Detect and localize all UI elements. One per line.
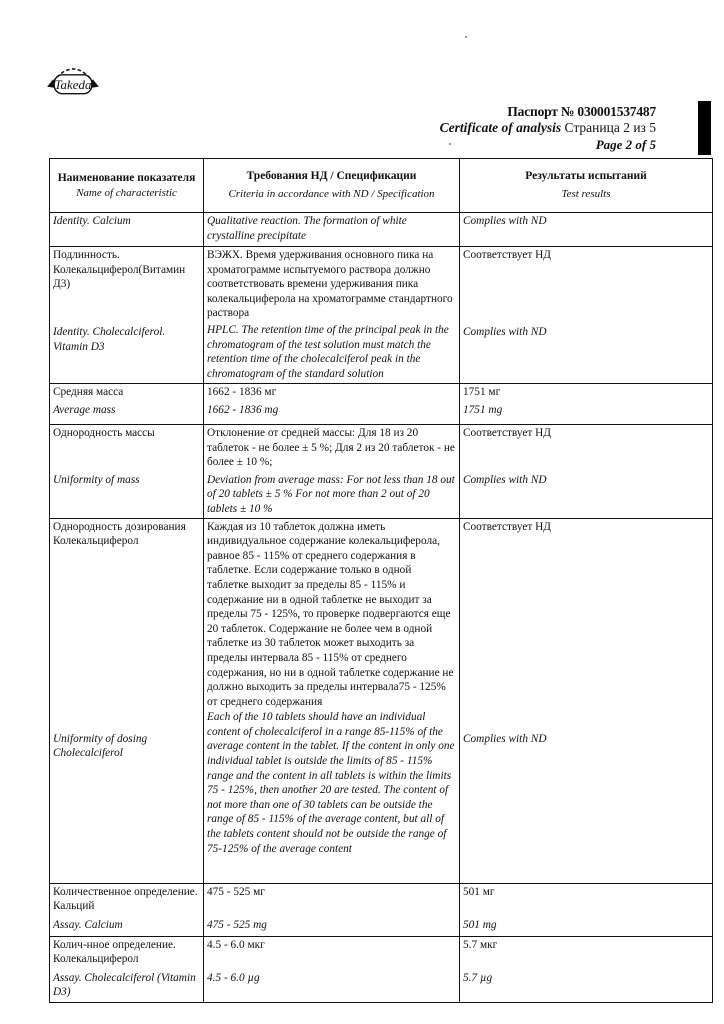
cell-result (460, 936, 713, 1002)
result-en: 501 mg (463, 918, 497, 931)
cell-result (460, 518, 713, 883)
col-header-name-ru: Наименование показателя (57, 171, 196, 184)
criteria-en: 4.5 - 6.0 µg (207, 971, 260, 984)
name-ru: Количественное определение. Кальций (53, 885, 198, 913)
criteria-ru: 475 - 525 мг (207, 885, 265, 898)
name-en: Assay. Calcium (53, 918, 123, 931)
certificate-line (440, 120, 656, 136)
page-indicator-en: Page 2 of 5 (595, 137, 656, 152)
col-header-criteria (204, 159, 460, 213)
name-ru: Однородность массы (53, 427, 155, 439)
name-ru: Подлинность. Колекальциферол(Витамин Д3) (53, 249, 186, 291)
cell-name (50, 936, 204, 1002)
result-en: Complies with ND (463, 215, 547, 227)
name-en: Identity. Calcium (53, 215, 131, 227)
table-row (50, 213, 713, 247)
result-en: Complies with ND (463, 474, 547, 486)
name-en: Assay. Cholecalciferol (Vitamin D3) (53, 971, 196, 999)
scan-speck (449, 143, 451, 145)
name-ru: Однородность дозирования Колекальциферол (53, 520, 186, 548)
criteria-en: Each of the 10 tablets should have an individual content of cholecalciferol in a range 85-115% of the average content in the tablet. If the content in only one individual tablet is outside the limits of 85 - 115% range and the content in all tablets is within the limits 75 - 125%, then another 20 are tested. The content of not more than one of 30 tablets can be outside the range of 85 - 115% of the average content, but all of the tablets content should not be outside the range of 75-125% of the average content (207, 711, 455, 855)
cell-result (460, 883, 713, 936)
result-en: Complies with ND (463, 732, 547, 745)
result-ru: 1751 мг (463, 386, 501, 398)
col-header-results-ru: Результаты испытаний (525, 170, 647, 182)
certificate-label: Certificate of analysis (439, 120, 562, 135)
result-ru: Соответствует НД (463, 249, 552, 261)
cell-criteria (204, 384, 460, 425)
cell-result (460, 247, 713, 384)
table-header-row (50, 159, 713, 213)
criteria-ru: Каждая из 10 таблеток должна иметь индивидуальное содержание колекальциферола, равное 85 - 115% от среднего содержания в таблетке. Если содержание только в одной таблетке выходит за пределы 85 - 115% и содержание ни в одной таблетке не выходит за пределы 75 - 125%, то проверке подвергаются еще 20 таблеток. Содержание не более чем в одной таблетке из 30 таблеток может выходить за пределы интервала 85 - 115% от среднего содержания, но ни в одной таблетке содержание не должно выходить за пределы интервала75 - 125% от среднего содержания (207, 520, 454, 708)
name-en: Identity. Cholecalciferol. Vitamin D3 (53, 326, 166, 353)
criteria-en: 1662 - 1836 mg (207, 403, 279, 416)
cell-result (460, 425, 713, 519)
name-en: Average mass (53, 403, 116, 416)
passport-number: Паспорт № 030001537487 (507, 104, 656, 119)
page-indicator-ru: Страница 2 из 5 (564, 120, 656, 135)
col-header-results (460, 159, 713, 213)
cell-name (50, 518, 204, 883)
result-en: Complies with ND (463, 326, 547, 338)
logo-text: Takeda (54, 76, 92, 92)
criteria-ru: 1662 - 1836 мг (207, 386, 277, 398)
criteria-ru: 4.5 - 6.0 мкг (207, 938, 265, 951)
table-row (50, 883, 713, 936)
cell-result (460, 384, 713, 425)
scan-registration-mark (698, 101, 711, 155)
name-ru: Колич-нное определение. Колекальциферол (53, 938, 176, 966)
criteria-en: Qualitative reaction. The formation of white crystalline precipitate (207, 215, 407, 242)
scan-speck (465, 36, 467, 38)
cell-result (460, 213, 713, 247)
cell-criteria (204, 425, 460, 519)
table-row (50, 247, 713, 384)
col-header-results-en: Test results (561, 188, 611, 200)
result-ru: 5.7 мкг (463, 938, 498, 951)
cell-name (50, 247, 204, 384)
result-ru: 501 мг (463, 885, 495, 898)
result-ru: Соответствует НД (463, 520, 552, 533)
cell-name (50, 213, 204, 247)
col-header-criteria-en: Criteria in accordance with ND / Specification (228, 188, 435, 200)
name-ru: Средняя масса (53, 386, 124, 398)
certificate-table (49, 158, 713, 1003)
criteria-en: Deviation from average mass: For not less than 18 out of 20 tablets ± 5 % For not more than 2 out of 20 tablets ± 10 % (207, 473, 455, 515)
cell-name (50, 425, 204, 519)
col-header-criteria-ru: Требования НД / Спецификации (246, 170, 417, 182)
result-en: 5.7 µg (463, 971, 493, 984)
name-en: Uniformity of dosing Cholecalciferol (53, 732, 148, 760)
result-ru: Соответствует НД (463, 427, 552, 439)
criteria-en: 475 - 525 mg (207, 918, 267, 931)
table-row (50, 384, 713, 425)
name-en: Uniformity of mass (53, 474, 140, 486)
criteria-ru: Отклонение от средней массы: Для 18 из 20 таблеток - не более ± 5 %; Для 2 из 20 таблеток - не более ± 10 %; (207, 427, 455, 469)
table-row (50, 518, 713, 883)
cell-name (50, 384, 204, 425)
col-header-name-en: Name of characteristic (76, 186, 177, 199)
cell-criteria (204, 518, 460, 883)
cell-criteria (204, 247, 460, 384)
table-row (50, 936, 713, 1002)
takeda-logo (42, 56, 104, 96)
cell-criteria (204, 213, 460, 247)
table-row (50, 425, 713, 519)
criteria-ru: ВЭЖХ. Время удерживания основного пика на хроматограмме испытуемого раствора должно соответствовать времени удерживания пика колекальциферола на хроматограмме стандартного раствора (207, 249, 453, 320)
criteria-en: HPLC. The retention time of the principal peak in the chromatogram of the test solution must match the retention time of the cholecalciferol peak in the chromatogram of the standard solution (207, 323, 449, 380)
cell-name (50, 883, 204, 936)
cell-criteria (204, 883, 460, 936)
col-header-name (50, 159, 204, 213)
result-en: 1751 mg (463, 403, 503, 416)
cell-criteria (204, 936, 460, 1002)
